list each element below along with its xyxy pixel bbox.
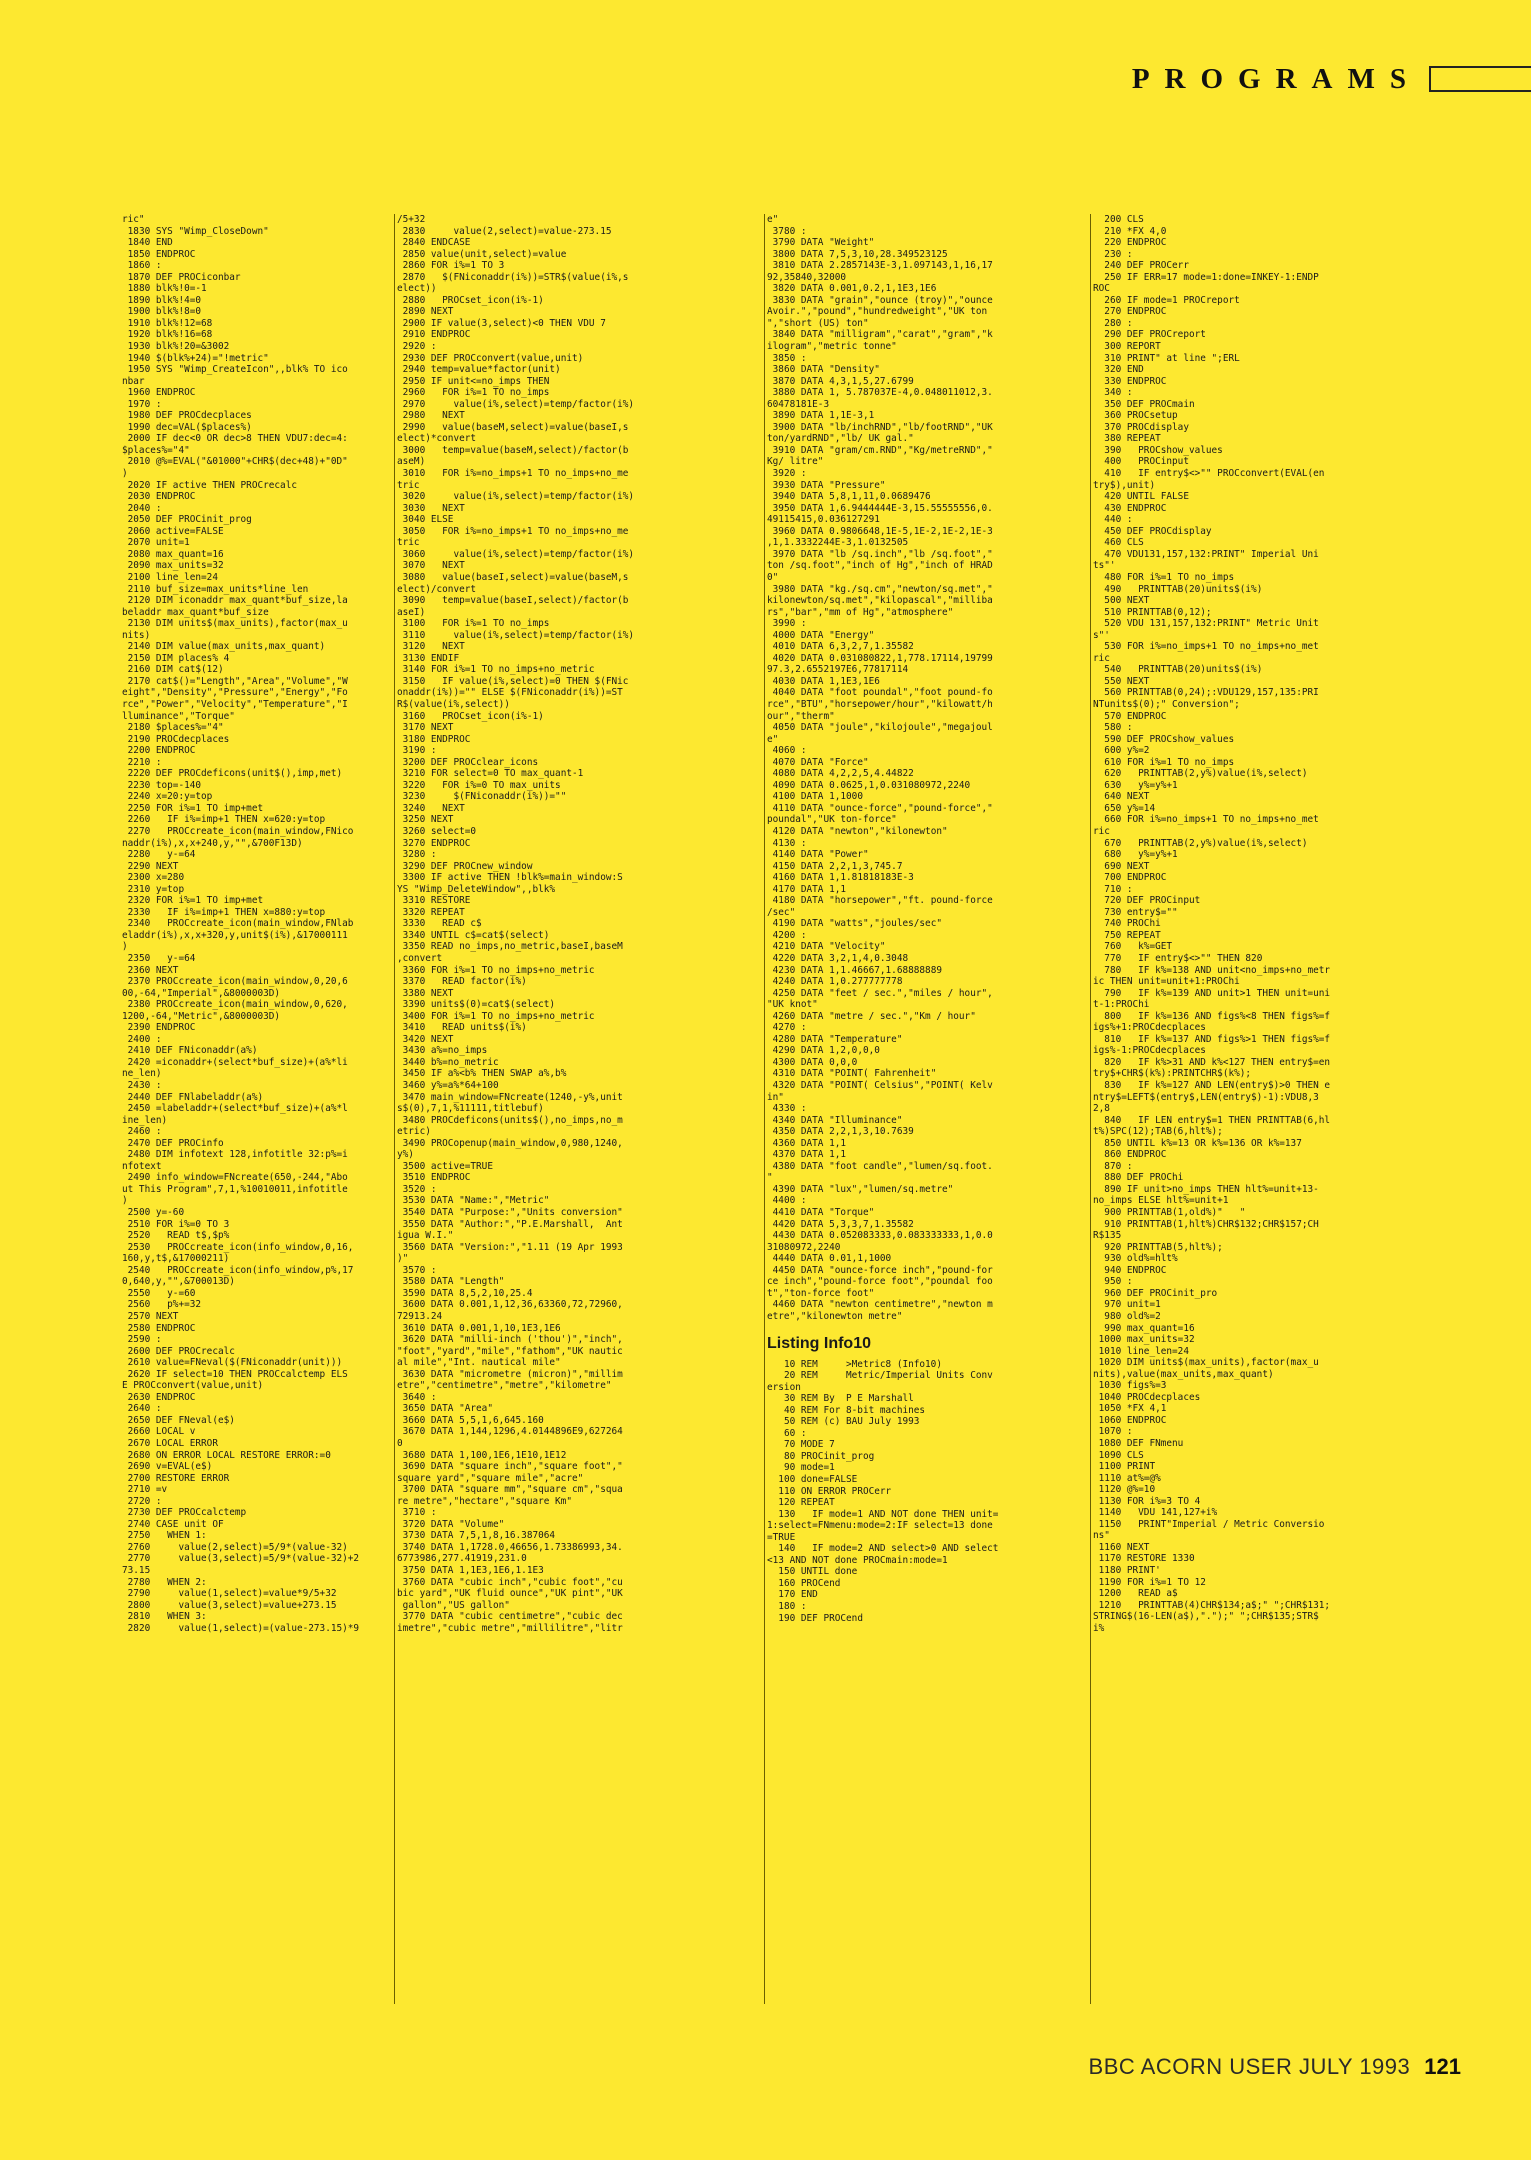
listing-column-3 (767, 214, 1094, 2004)
listing-info10-code: 10 REM >Metric8 (Info10) 20 REM Metric/Imperial Units Conv ersion 30 REM By P E Marshall 40 REM For 8-bit machines 50 REM (c) BAU July 1993 60 : 70 MODE 7 80 PROCinit_prog 90 mode=1 100 done=FALSE 110 ON ERROR PROCerr 120 REPEAT 130 IF mode=1 AND NOT done THEN unit= 1:select=FNmenu:mode=2:IF select=13 done =TRUE 140 IF mode=2 AND select>0 AND select <13 AND NOT done PROCmain:mode=1 150 UNTIL done 160 PROCend 170 END 180 : 190 DEF PROCend (767, 1358, 999, 1624)
header-bar (1429, 66, 1531, 92)
page-number: 121 (1424, 2054, 1461, 2079)
column-divider (764, 214, 765, 2004)
publication-name: BBC ACORN USER JULY 1993 (1088, 2054, 1411, 2079)
listing-column-3-code: e" 3780 : 3790 DATA "Weight" 3800 DATA 7,5,3,10,28.349523125 3810 DATA 2.2857143E-3,1.097143,1,16,17 92,35840,32000 3820 DATA 0.001,0.2,1,1E3,1E6 3830 DATA "grain","ounce (troy)","ounce Avoir.","pound","hundredweight","UK ton ","short (US) ton" 3840 DATA "milligram","carat","gram","k ilogram","metric tonne" 3850 : 3860 DATA "Density" 3870 DATA 4,3,1,5,27.6799 3880 DATA 1, 5.787037E-4,0.048011012,3. 60478181E-3 3890 DATA 1,1E-3,1 3900 DATA "lb/inchRND","lb/footRND","UK ton/yardRND","lb/ UK gal." 3910 DATA "gram/cm.RND","Kg/metreRND"," Kg/ litre" 3920 : 3930 DATA "Pressure" 3940 DATA 5,8,1,11,0.0689476 3950 DATA 1,6.9444444E-3,15.55555556,0. 49115415,0.036127291 3960 DATA 0.9806648,1E-5,1E-2,1E-2,1E-3 ,1,1.3332244E-3,1.0132505 3970 DATA "lb /sq.inch","lb /sq.foot"," ton /sq.foot","inch of Hg","inch of HRAD 0" 3980 DATA "kg./sq.cm","newton/sq.met"," kilonewton/sq.met","kilopascal","milliba rs","bar","mm of Hg","atmosphere" 3990 : 4000 DATA "Energy" 4010 DATA 6,3,2,7,1.35582 4020 DATA 0.031080822,1,778.17114,19799 97.3,2.6552197E6,77817114 4030 DATA 1,1E3,1E6 4040 DATA "foot poundal","foot pound-fo rce","BTU","horsepower/hour","kilowatt/h our","therm" 4050 DATA "joule","kilojoule","megajoul e" 4060 : 4070 DATA "Force" 4080 DATA 4,2,2,5,4.44822 4090 DATA 0.0625,1,0.031080972,2240 4100 DATA 1,1000 4110 DATA "ounce-force","pound-force"," poundal","UK ton-force" 4120 DATA "newton","kilonewton" 4130 : 4140 DATA "Power" 4150 DATA 2,2,1,3,745.7 4160 DATA 1,1.81818183E-3 4170 DATA 1,1 4180 DATA "horsepower","ft. pound-force /sec" 4190 DATA "watts","joules/sec" 4200 : 4210 DATA "Velocity" 4220 DATA 3,2,1,4,0.3048 4230 DATA 1,1.46667,1.68888889 4240 DATA 1,0.277777778 4250 DATA "feet / sec.","miles / hour", "UK knot" 4260 DATA "metre / sec.","Km / hour" 4270 : 4280 DATA "Temperature" 4290 DATA 1,2,0,0,0 4300 DATA 0,0,0 4310 DATA "POINT( Fahrenheit" 4320 DATA "POINT( Celsius","POINT( Kelv in" 4330 : 4340 DATA "Illuminance" 4350 DATA 2,2,1,3,10.7639 4360 DATA 1,1 4370 DATA 1,1 4380 DATA "foot candle","lumen/sq.foot. " 4390 DATA "lux","lumen/sq.metre" 4400 : 4410 DATA "Torque" 4420 DATA 5,3,3,7,1.35582 4430 DATA 0.052083333,0.083333333,1,0.0 31080972,2240 4440 DATA 0.01,1,1000 4450 DATA "ounce-force inch","pound-for ce inch","pound-force foot","poundal foo t","ton-force foot" 4460 DATA "newton centimetre","newton m etre","kilonewton metre" (767, 214, 993, 1322)
listing-column-1: ric" 1830 SYS "Wimp_CloseDown" 1840 END 1850 ENDPROC 1860 : 1870 DEF PROCiconbar 1880 blk%!0=-1 1890 blk%!4=0 1900 blk%!8=0 1910 blk%!12=68 1920 blk%!16=68 1930 blk%!20=&3002 1940 $(blk%+24)="!metric" 1950 SYS "Wimp_CreateIcon",,blk% TO ico nbar 1960 ENDPROC 1970 : 1980 DEF PROCdecplaces 1990 dec=VAL($places%) 2000 IF dec<0 OR dec>8 THEN VDU7:dec=4: $places%="4" 2010 @%=EVAL("&01000"+CHR$(dec+48)+"0D" ) 2020 IF active THEN PROCrecalc 2030 ENDPROC 2040 : 2050 DEF PROCinit_prog 2060 active=FALSE 2070 unit=1 2080 max_quant=16 2090 max_units=32 2100 line_len=24 2110 buf_size=max_units*line_len 2120 DIM iconaddr max_quant*buf_size,la beladdr max_quant*buf_size 2130 DIM units$(max_units),factor(max_u nits) 2140 DIM value(max_units,max_quant) 2150 DIM places% 4 2160 DIM cat$(12) 2170 cat$()="Length","Area","Volume","W eight","Density","Pressure","Energy","Fo rce","Power","Velocity","Temperature","I lluminance","Torque" 2180 $places%="4" 2190 PROCdecplaces 2200 ENDPROC 2210 : 2220 DEF PROCdeficons(unit$(),imp,met) 2230 top=-140 2240 x=20:y=top 2250 FOR i%=1 TO imp+met 2260 IF i%=imp+1 THEN x=620:y=top 2270 PROCcreate_icon(main_window,FNico naddr(i%),x,x+240,y,"",&700F13D) 2280 y-=64 2290 NEXT 2300 x=280 2310 y=top 2320 FOR i%=1 TO imp+met 2330 IF i%=imp+1 THEN x=880:y=top 2340 PROCcreate_icon(main_window,FNlab eladdr(i%),x,x+320,y,unit$(i%),&17000111 ) 2350 y-=64 2360 NEXT 2370 PROCcreate_icon(main_window,0,20,6 00,-64,"Imperial",&8000003D) 2380 PROCcreate_icon(main_window,0,620, 1200,-64,"Metric",&8000003D) 2390 ENDPROC 2400 : 2410 DEF FNiconaddr(a%) 2420 =iconaddr+(select*buf_size)+(a%*li ne_len) 2430 : 2440 DEF FNlabeladdr(a%) 2450 =labeladdr+(select*buf_size)+(a%*l ine_len) 2460 : 2470 DEF PROCinfo 2480 DIM infotext 128,infotitle 32:p%=i nfotext 2490 info_window=FNcreate(650,-244,"Abo ut This Program",7,1,%10010011,infotitle ) 2500 y=-60 2510 FOR i%=0 TO 3 2520 READ t$,$p% 2530 PROCcreate_icon(info_window,0,16, 160,y,t$,&17000211) 2540 PROCcreate_icon(info_window,p%,17 0,640,y,"",&700013D) 2550 y-=60 2560 p%+=32 2570 NEXT 2580 ENDPROC 2590 : 2600 DEF PROCrecalc 2610 value=FNeval($(FNiconaddr(unit))) 2620 IF select=10 THEN PROCcalctemp ELS E PROCconvert(value,unit) 2630 ENDPROC 2640 : 2650 DEF FNeval(e$) 2660 LOCAL v 2670 LOCAL ERROR 2680 ON ERROR LOCAL RESTORE ERROR:=0 2690 v=EVAL(e$) 2700 RESTORE ERROR 2710 =v 2720 : 2730 DEF PROCcalctemp 2740 CASE unit OF 2750 WHEN 1: 2760 value(2,select)=5/9*(value-32) 2770 value(3,select)=5/9*(value-32)+2 73.15 2780 WHEN 2: 2790 value(1,select)=value*9/5+32 2800 value(3,select)=value+273.15 2810 WHEN 3: 2820 value(1,select)=(value-273.15)*9 (122, 214, 360, 1634)
listing-column-4: 200 CLS 210 *FX 4,0 220 ENDPROC 230 : 240 DEF PROCerr 250 IF ERR=17 mode=1:done=INKEY-1:ENDP ROC 260 IF mode=1 PROCreport 270 ENDPROC 280 : 290 DEF PROCreport 300 REPORT 310 PRINT" at line ";ERL 320 END 330 ENDPROC 340 : 350 DEF PROCmain 360 PROCsetup 370 PROCdisplay 380 REPEAT 390 PROCshow_values 400 PROCinput 410 IF entry$<>"" PROCconvert(EVAL(en try$),unit) 420 UNTIL FALSE 430 ENDPROC 440 : 450 DEF PROCdisplay 460 CLS 470 VDU131,157,132:PRINT" Imperial Uni ts"' 480 FOR i%=1 TO no_imps 490 PRINTTAB(20)units$(i%) 500 NEXT 510 PRINTTAB(0,12); 520 VDU 131,157,132:PRINT" Metric Unit s"' 530 FOR i%=no_imps+1 TO no_imps+no_met ric 540 PRINTTAB(20)units$(i%) 550 NEXT 560 PRINTTAB(0,24);:VDU129,157,135:PRI NTunits$(0);" Conversion"; 570 ENDPROC 580 : 590 DEF PROCshow_values 600 y%=2 610 FOR i%=1 TO no_imps 620 PRINTTAB(2,y%)value(i%,select) 630 y%=y%+1 640 NEXT 650 y%=14 660 FOR i%=no_imps+1 TO no_imps+no_met ric 670 PRINTTAB(2,y%)value(i%,select) 680 y%=y%+1 690 NEXT 700 ENDPROC 710 : 720 DEF PROCinput 730 entry$="" 740 PROChi 750 REPEAT 760 k%=GET 770 IF entry$<>"" THEN 820 780 IF k%=138 AND unit<no_imps+no_metr ic THEN unit=unit+1:PROChi 790 IF k%=139 AND unit>1 THEN unit=uni t-1:PROChi 800 IF k%=136 AND figs%<8 THEN figs%=f igs%+1:PROCdecplaces 810 IF k%=137 AND figs%>1 THEN figs%=f igs%-1:PROCdecplaces 820 IF k%>31 AND k%<127 THEN entry$=en try$+CHR$(k%):PRINTCHR$(k%); 830 IF k%=127 AND LEN(entry$)>0 THEN e ntry$=LEFT$(entry$,LEN(entry$)-1):VDU8,3 2,8 840 IF LEN entry$=1 THEN PRINTTAB(6,hl t%)SPC(12);TAB(6,hlt%); 850 UNTIL k%=13 OR k%=136 OR k%=137 860 ENDPROC 870 : 880 DEF PROChi 890 IF unit>no_imps THEN hlt%=unit+13- no_imps ELSE hlt%=unit+1 900 PRINTTAB(1,old%)" " 910 PRINTTAB(1,hlt%)CHR$132;CHR$157;CH R$135 920 PRINTTAB(5,hlt%); 930 old%=hlt% 940 ENDPROC 950 : 960 DEF PROCinit_pro 970 unit=1 980 old%=2 990 max_quant=16 1000 max_units=32 1010 line_len=24 1020 DIM units$(max_units),factor(max_u nits),value(max_units,max_quant) 1030 figs%=3 1040 PROCdecplaces 1050 *FX 4,1 1060 ENDPROC 1070 : 1080 DEF FNmenu 1090 CLS 1100 PRINT 1110 at%=@% 1120 @%=10 1130 FOR i%=3 TO 4 1140 VDU 141,127+i% 1150 PRINT"Imperial / Metric Conversio ns" 1160 NEXT 1170 RESTORE 1330 1180 PRINT' 1190 FOR i%=1 TO 12 1200 READ a$ 1210 PRINTTAB(4)CHR$134;a$;" ";CHR$131; STRING$(16-LEN(a$),".");" ";CHR$135;STR$ i% (1093, 214, 1331, 1634)
column-divider (394, 214, 395, 2004)
column-divider (1090, 214, 1091, 2004)
listing-heading: Listing Info10 (767, 1334, 871, 1352)
listing-column-2: /5+32 2830 value(2,select)=value-273.15 2840 ENDCASE 2850 value(unit,select)=value 2860 FOR i%=1 TO 3 2870 $(FNiconaddr(i%))=STR$(value(i%,s elect)) 2880 PROCset_icon(i%-1) 2890 NEXT 2900 IF value(3,select)<0 THEN VDU 7 2910 ENDPROC 2920 : 2930 DEF PROCconvert(value,unit) 2940 temp=value*factor(unit) 2950 IF unit<=no_imps THEN 2960 FOR i%=1 TO no_imps 2970 value(i%,select)=temp/factor(i%) 2980 NEXT 2990 value(baseM,select)=value(baseI,s elect)*convert 3000 temp=value(baseM,select)/factor(b aseM) 3010 FOR i%=no_imps+1 TO no_imps+no_me tric 3020 value(i%,select)=temp/factor(i%) 3030 NEXT 3040 ELSE 3050 FOR i%=no_imps+1 TO no_imps+no_me tric 3060 value(i%,select)=temp/factor(i%) 3070 NEXT 3080 value(baseI,select)=value(baseM,s elect)/convert 3090 temp=value(baseI,select)/factor(b aseI) 3100 FOR i%=1 TO no_imps 3110 value(i%,select)=temp/factor(i%) 3120 NEXT 3130 ENDIF 3140 FOR i%=1 TO no_imps+no_metric 3150 IF value(i%,select)=0 THEN $(FNic onaddr(i%))="" ELSE $(FNiconaddr(i%))=ST R$(value(i%,select)) 3160 PROCset_icon(i%-1) 3170 NEXT 3180 ENDPROC 3190 : 3200 DEF PROCclear_icons 3210 FOR select=0 TO max_quant-1 3220 FOR i%=0 TO max_units 3230 $(FNiconaddr(i%))="" 3240 NEXT 3250 NEXT 3260 select=0 3270 ENDPROC 3280 : 3290 DEF PROCnew_window 3300 IF active THEN !blk%=main_window:S YS "Wimp_DeleteWindow",,blk% 3310 RESTORE 3320 REPEAT 3330 READ c$ 3340 UNTIL c$=cat$(select) 3350 READ no_imps,no_metric,baseI,baseM ,convert 3360 FOR i%=1 TO no_imps+no_metric 3370 READ factor(i%) 3380 NEXT 3390 units$(0)=cat$(select) 3400 FOR i%=1 TO no_imps+no_metric 3410 READ units$(i%) 3420 NEXT 3430 a%=no_imps 3440 b%=no_metric 3450 IF a%<b% THEN SWAP a%,b% 3460 y%=a%*64+100 3470 main_window=FNcreate(1240,-y%,unit s$(0),7,1,%11111,titlebuf) 3480 PROCdeficons(units$(),no_imps,no_m etric) 3490 PROCopenup(main_window,0,980,1240, y%) 3500 active=TRUE 3510 ENDPROC 3520 : 3530 DATA "Name:","Metric" 3540 DATA "Purpose:","Units conversion" 3550 DATA "Author:","P.E.Marshall, Ant igua W.I." 3560 DATA "Version:","1.11 (19 Apr 1993 )" 3570 : 3580 DATA "Length" 3590 DATA 8,5,2,10,25.4 3600 DATA 0.001,1,12,36,63360,72,72960, 72913.24 3610 DATA 0.001,1,10,1E3,1E6 3620 DATA "milli-inch ('thou')","inch", "foot","yard","mile","fathom","UK nautic al mile","Int. nautical mile" 3630 DATA "micrometre (micron)","millim etre","centimetre","metre","kilometre" 3640 : 3650 DATA "Area" 3660 DATA 5,5,1,6,645.160 3670 DATA 1,144,1296,4.0144896E9,627264 0 3680 DATA 1,100,1E6,1E10,1E12 3690 DATA "square inch","square foot"," square yard","square mile","acre" 3700 DATA "square mm","square cm","squa re metre","hectare","square Km" 3710 : 3720 DATA "Volume" 3730 DATA 7,5,1,8,16.387064 3740 DATA 1,1728.0,46656,1.73386993,34. 6773986,277.41919,231.0 3750 DATA 1,1E3,1E6,1.1E3 3760 DATA "cubic inch","cubic foot","cu bic yard","UK fluid ounce","UK pint","UK gallon","US gallon" 3770 DATA "cubic centimetre","cubic dec imetre","cubic metre","millilitre","litr (397, 214, 635, 1634)
section-header (1131, 63, 1531, 95)
section-title: PROGRAMS (1131, 63, 1421, 95)
page-footer (1089, 2054, 1461, 2080)
